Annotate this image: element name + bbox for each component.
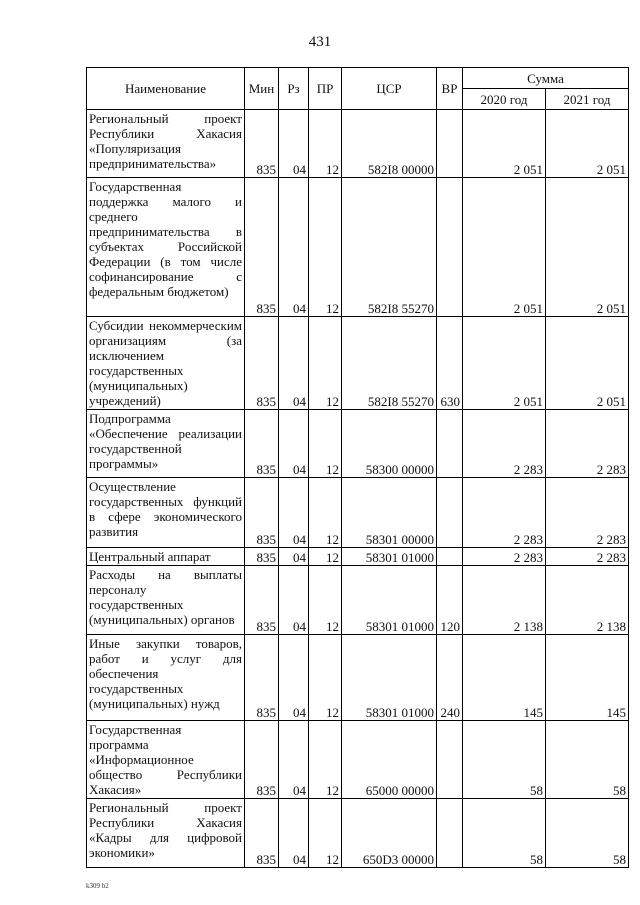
row-vr: 240 — [437, 635, 463, 721]
row-vr — [437, 478, 463, 548]
row-name: Субсидии некоммерческим организациям (за исключением государственных (муниципальных) учреждений) — [87, 317, 245, 410]
row-rz: 04 — [279, 478, 309, 548]
row-2020: 2 051 — [463, 317, 546, 410]
row-2021: 2 051 — [546, 178, 629, 317]
row-name: Центральный аппарат — [87, 548, 245, 566]
row-vr: 630 — [437, 317, 463, 410]
row-2021: 2 051 — [546, 110, 629, 178]
header-csr: ЦСР — [342, 68, 437, 110]
table-row — [87, 410, 629, 478]
row-csr: 58301 00000 — [342, 478, 437, 548]
row-2021: 58 — [546, 721, 629, 799]
row-min: 835 — [245, 548, 279, 566]
row-vr — [437, 410, 463, 478]
table-row — [87, 566, 629, 635]
header-pr: ПР — [309, 68, 342, 110]
row-name: Региональный проект Республики Хакасия «Кадры для цифровой экономики» — [87, 799, 245, 868]
row-min: 835 — [245, 721, 279, 799]
row-2021: 58 — [546, 799, 629, 868]
row-rz: 04 — [279, 721, 309, 799]
row-name: Осуществление государственных функций в сфере экономического развития — [87, 478, 245, 548]
row-min: 835 — [245, 178, 279, 317]
table-row — [87, 178, 629, 317]
table-row — [87, 635, 629, 721]
row-csr: 58301 01000 — [342, 566, 437, 635]
row-name: Государственная программа «Информационное общество Республики Хакасия» — [87, 721, 245, 799]
row-2020: 58 — [463, 721, 546, 799]
row-csr: 58301 01000 — [342, 635, 437, 721]
row-csr: 58300 00000 — [342, 410, 437, 478]
row-2021: 2 051 — [546, 317, 629, 410]
row-csr: 650D3 00000 — [342, 799, 437, 868]
table-row — [87, 478, 629, 548]
row-pr: 12 — [309, 548, 342, 566]
header-min: Мин — [245, 68, 279, 110]
row-rz: 04 — [279, 317, 309, 410]
footer-code: k309 b2 — [86, 882, 109, 890]
row-rz: 04 — [279, 178, 309, 317]
table-row — [87, 721, 629, 799]
row-min: 835 — [245, 317, 279, 410]
row-vr — [437, 110, 463, 178]
row-name: Государственная поддержка малого и среднего предпринимательства в субъектах Российской Федерации (в том числе софинансирование с федеральным бюджетом) — [87, 178, 245, 317]
row-2021: 145 — [546, 635, 629, 721]
row-rz: 04 — [279, 410, 309, 478]
header-vr: ВР — [437, 68, 463, 110]
row-2020: 2 283 — [463, 548, 546, 566]
row-pr: 12 — [309, 478, 342, 548]
row-2021: 2 283 — [546, 410, 629, 478]
header-2021: 2021 год — [546, 89, 629, 110]
row-2020: 58 — [463, 799, 546, 868]
row-pr: 12 — [309, 799, 342, 868]
table-row — [87, 799, 629, 868]
row-name: Расходы на выплаты персоналу государственных (муниципальных) органов — [87, 566, 245, 635]
header-name: Наименование — [87, 68, 245, 110]
row-2020: 2 138 — [463, 566, 546, 635]
row-rz: 04 — [279, 635, 309, 721]
row-pr: 12 — [309, 178, 342, 317]
row-pr: 12 — [309, 410, 342, 478]
row-csr: 582I8 00000 — [342, 110, 437, 178]
row-pr: 12 — [309, 721, 342, 799]
row-vr — [437, 178, 463, 317]
row-min: 835 — [245, 635, 279, 721]
row-pr: 12 — [309, 317, 342, 410]
row-rz: 04 — [279, 548, 309, 566]
row-vr — [437, 548, 463, 566]
row-2020: 2 051 — [463, 110, 546, 178]
row-csr: 582I8 55270 — [342, 178, 437, 317]
row-2020: 2 051 — [463, 178, 546, 317]
row-rz: 04 — [279, 566, 309, 635]
row-2020: 2 283 — [463, 410, 546, 478]
row-csr: 58301 01000 — [342, 548, 437, 566]
table-row — [87, 317, 629, 410]
page-number: 431 — [308, 34, 332, 50]
row-2021: 2 283 — [546, 478, 629, 548]
row-min: 835 — [245, 566, 279, 635]
budget-table — [86, 67, 629, 868]
row-min: 835 — [245, 110, 279, 178]
header-rz: Рз — [279, 68, 309, 110]
row-pr: 12 — [309, 566, 342, 635]
row-min: 835 — [245, 799, 279, 868]
row-pr: 12 — [309, 110, 342, 178]
row-csr: 65000 00000 — [342, 721, 437, 799]
table-row — [87, 548, 629, 566]
table-row — [87, 110, 629, 178]
row-2021: 2 283 — [546, 548, 629, 566]
row-2021: 2 138 — [546, 566, 629, 635]
row-vr: 120 — [437, 566, 463, 635]
row-2020: 145 — [463, 635, 546, 721]
row-rz: 04 — [279, 799, 309, 868]
row-min: 835 — [245, 410, 279, 478]
row-vr — [437, 721, 463, 799]
row-rz: 04 — [279, 110, 309, 178]
row-vr — [437, 799, 463, 868]
header-sum: Сумма — [463, 68, 629, 89]
row-name: Подпрограмма «Обеспечение реализации государственной программы» — [87, 410, 245, 478]
row-csr: 582I8 55270 — [342, 317, 437, 410]
row-2020: 2 283 — [463, 478, 546, 548]
row-name: Региональный проект Республики Хакасия «Популяризация предпринимательства» — [87, 110, 245, 178]
row-pr: 12 — [309, 635, 342, 721]
row-name: Иные закупки товаров, работ и услуг для обеспечения государственных (муниципальных) нужд — [87, 635, 245, 721]
header-2020: 2020 год — [463, 89, 546, 110]
row-min: 835 — [245, 478, 279, 548]
